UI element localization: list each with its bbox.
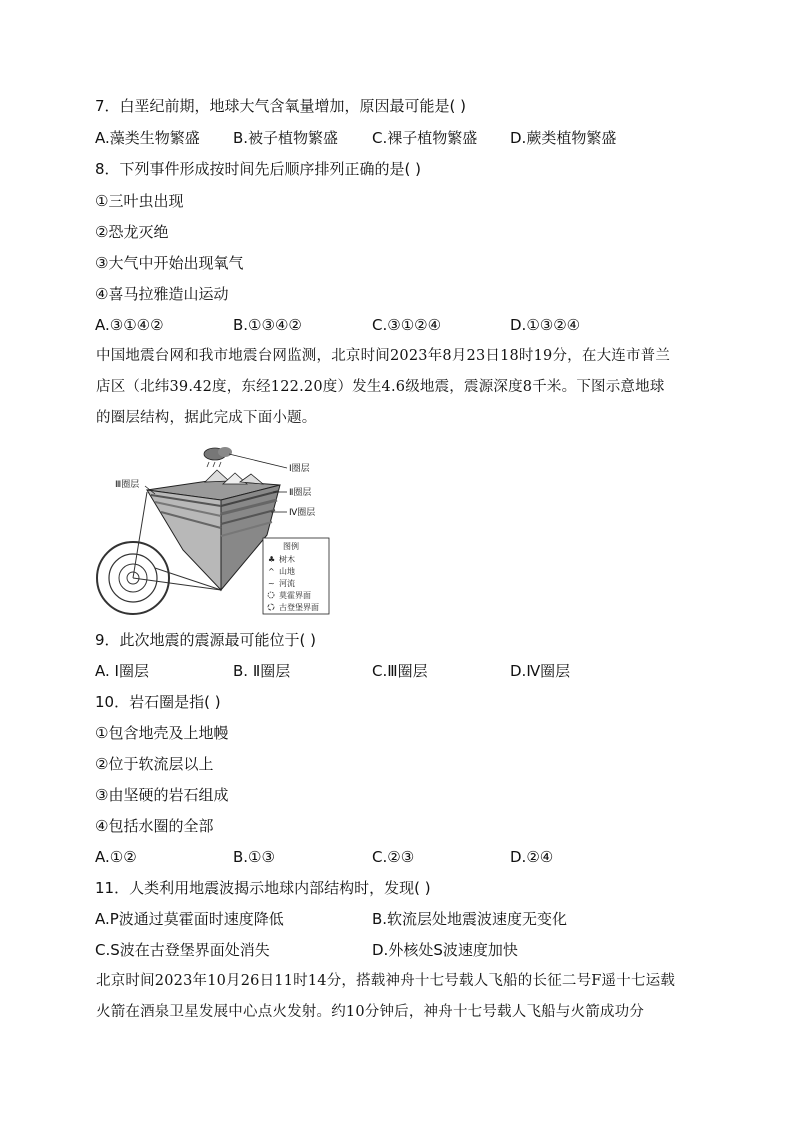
question-10-stem: 10．岩石圈是指( ) xyxy=(95,693,221,711)
q8-option-a[interactable]: A.③①④② xyxy=(95,316,164,334)
q9-option-c[interactable]: C.Ⅲ圈层 xyxy=(372,662,428,680)
q11-option-c[interactable]: C.S波在古登堡界面处消失 xyxy=(95,941,270,959)
layer-label-2: Ⅱ圈层 xyxy=(289,488,312,498)
layer-label-4: Ⅳ圈层 xyxy=(289,508,316,518)
layer-label-3: Ⅲ圈层 xyxy=(115,480,140,490)
intro-paragraph-1-line-2: 店区（北纬39.42度，东经122.20度）发生4.6级地震，震源深度8千米。下图示意地球 xyxy=(96,379,665,395)
question-9-stem: 9．此次地震的震源最可能位于( ) xyxy=(95,631,317,649)
intro-paragraph-1-line-1: 中国地震台网和我市地震台网监测，北京时间2023年8月23日18时19分，在大连市普兰 xyxy=(96,348,671,364)
intro-paragraph-2-line-2: 火箭在酒泉卫星发展中心点火发射。约10分钟后，神舟十七号载人飞船与火箭成功分 xyxy=(96,1004,645,1020)
q10-option-c[interactable]: C.②③ xyxy=(372,848,415,866)
intro-paragraph-1-line-3: 的圈层结构，据此完成下面小题。 xyxy=(96,410,317,426)
q9-option-a[interactable]: A. Ⅰ圈层 xyxy=(95,662,149,680)
q8-item-2: ②恐龙灭绝 xyxy=(95,223,169,241)
q8-option-c[interactable]: C.③①②④ xyxy=(372,316,442,334)
legend-title: 图例 xyxy=(283,542,299,551)
q10-item-2: ②位于软流层以上 xyxy=(95,755,214,773)
earth-layers-figure xyxy=(95,440,340,618)
q10-option-d[interactable]: D.②④ xyxy=(510,848,554,866)
q7-option-a[interactable]: A.藻类生物繁盛 xyxy=(95,129,200,147)
q9-option-d[interactable]: D.Ⅳ圈层 xyxy=(510,662,571,680)
q8-item-4: ④喜马拉雅造山运动 xyxy=(95,285,229,303)
legend-item-moho: 莫霍界面 xyxy=(279,591,311,600)
figure-legend xyxy=(263,538,329,614)
question-8-stem: 8．下列事件形成按时间先后顺序排列正确的是( ) xyxy=(95,160,422,178)
question-11-stem: 11．人类利用地震波揭示地球内部结构时，发现( ) xyxy=(95,879,431,897)
intro-paragraph-2-line-1: 北京时间2023年10月26日11时14分，搭载神舟十七号载人飞船的长征二号F遥十七运载 xyxy=(96,973,676,989)
tree-icon: ♣ xyxy=(268,555,276,564)
q7-option-b[interactable]: B.被子植物繁盛 xyxy=(233,129,339,147)
river-icon: ~ xyxy=(268,579,275,588)
q10-item-1: ①包含地壳及上地幔 xyxy=(95,724,229,742)
q10-item-4: ④包括水圈的全部 xyxy=(95,817,214,835)
question-7-stem: 7．白垩纪前期，地球大气含氧量增加，原因最可能是( ) xyxy=(95,97,467,115)
q8-option-b[interactable]: B.①③④② xyxy=(233,316,302,334)
cloud-rain-icon xyxy=(204,447,232,467)
q11-option-b[interactable]: B.软流层处地震波速度无变化 xyxy=(372,910,568,928)
q11-option-d[interactable]: D.外核处S波速度加快 xyxy=(372,941,518,959)
q8-option-d[interactable]: D.①③②④ xyxy=(510,316,581,334)
q7-option-c[interactable]: C.裸子植物繁盛 xyxy=(372,129,478,147)
legend-item-river: 河流 xyxy=(279,579,295,588)
q8-item-3: ③大气中开始出现氧气 xyxy=(95,254,244,272)
q10-item-3: ③由坚硬的岩石组成 xyxy=(95,786,229,804)
q8-item-1: ①三叶虫出现 xyxy=(95,192,184,210)
legend-item-tree: 树木 xyxy=(279,555,295,564)
legend-item-mountain: 山地 xyxy=(279,567,295,576)
q10-option-a[interactable]: A.①② xyxy=(95,848,137,866)
q9-option-b[interactable]: B. Ⅱ圈层 xyxy=(233,662,291,680)
layer-label-1: Ⅰ圈层 xyxy=(289,464,310,474)
q10-option-b[interactable]: B.①③ xyxy=(233,848,275,866)
q11-option-a[interactable]: A.P波通过莫霍面时速度降低 xyxy=(95,910,284,928)
legend-item-gutenberg: 古登堡界面 xyxy=(279,603,319,612)
q7-option-d[interactable]: D.蕨类植物繁盛 xyxy=(510,129,617,147)
mountain-icon: ^ xyxy=(268,567,275,576)
